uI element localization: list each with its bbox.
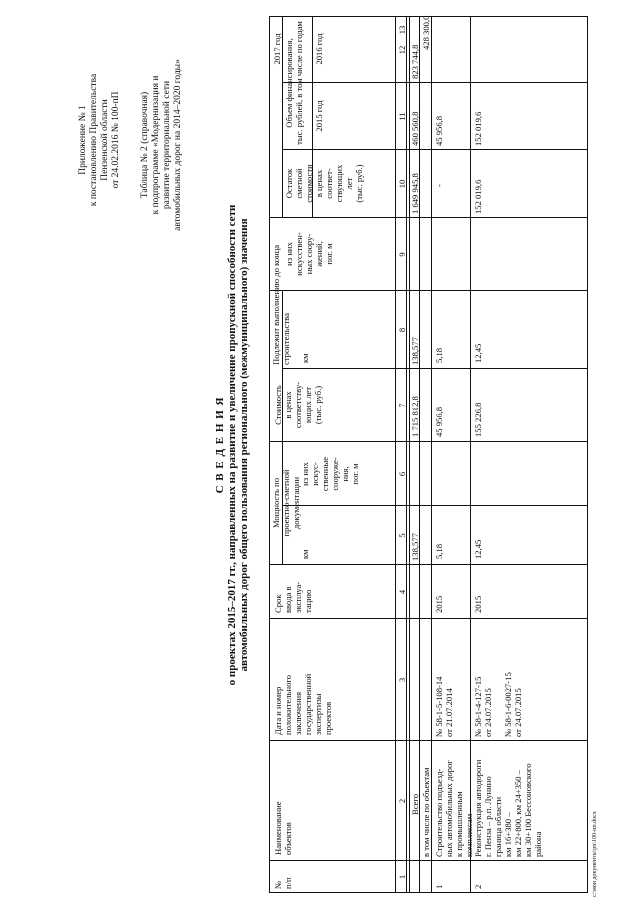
cell-finance-2015: 45 956,8 [434,115,444,146]
cell-total-name: Всего [410,793,420,815]
cell-power-km: 12,45 [473,539,483,559]
cell-commissioning-term: 2015 [434,595,444,613]
cell-total-2015: 460 560,8 [410,111,420,146]
cell-total-2016: 823 744,8 [410,44,420,79]
header-power-group: Мощность по проектно-сметной документации [271,469,301,537]
column-number: 4 [397,589,407,595]
header-power-km: км [300,549,310,559]
cell-remaining-cost: - [434,184,444,187]
header-commissioning-term: Срок ввода в эксплуа- тацию [273,581,313,613]
table-subheader: в том числе по объектам [421,767,431,857]
column-number: 1 [397,874,407,880]
column-number: 7 [397,403,407,408]
table-reference-line: к подпрограмме «Модернизация и [151,75,161,215]
cell-cost: 45 956,8 [434,406,444,437]
header-remaining-km: км [300,353,310,363]
title-line: автомобильных дорог общего пользования регионального (межмуниципального) значения [238,218,250,672]
title-heading: С В Е Д Е Н И Я [214,396,226,494]
column-number: 12 [397,45,407,55]
table-reference-line: развитие территориальной сети [162,80,172,210]
cell-remaining-cost: 152 019,6 [473,179,483,214]
header-expert-conclusion: Дата и номер положительного заключения государственной экспертизы проектов [273,673,333,735]
column-number: 9 [397,252,407,257]
cell-total-2017: 428 300,0 [421,15,431,50]
table-reference-line: Таблица № 2 (справочная) [140,91,150,199]
header-cost: Стоимость в ценах соответству- ющих лет (тыс. руб.) [273,381,323,429]
header-remaining-group: Подлежит выполнению до конца строительства [271,244,291,365]
table-reference-line: автомобильных дорог на 2014–2020 годы» [173,59,183,231]
column-number: 6 [397,471,407,477]
cell-expert-conclusion: № 58-1-5-108-14 от 21.07.2014 [434,676,454,737]
header-num: № п/п [273,877,293,889]
header-year-2015: 2015 год [314,100,324,132]
cell-total-remaining-cost: 1 649 945,8 [410,173,420,214]
header-object-name: Наименование объектов [273,801,293,855]
cell-power-km: 5,18 [434,543,444,559]
cell-remaining-km: 12,45 [473,343,483,363]
appendix-line: Пензенской области [100,99,110,181]
header-year-2016: 2016 год [314,33,324,65]
header-finance-group: Объем финансирования, тыс. рублей, в том числе по годам [284,21,304,145]
column-number: 11 [397,112,407,121]
cell-object-name: Реконструкция автодороги г. Пенза – р.п. Лунино граница области км 16+380 – км 22+800, км 24+350 – км 30+100 Бессоновского района [473,759,543,857]
column-number: 3 [397,677,407,683]
header-year-2017: 2017 год [272,33,282,65]
cell-remaining-km: 5,18 [434,347,444,363]
appendix-line: к постановлению Правительства [89,73,99,207]
appendix-block [78,25,122,255]
column-number: 10 [397,179,407,189]
appendix-line: Приложение № 1 [78,105,88,175]
document-title [214,25,250,865]
cell-total-remaining-km: 138,577 [410,337,420,365]
table-reference-block [140,0,184,295]
cell-commissioning-term: 2015 [473,595,483,613]
column-number: 13 [397,25,407,35]
header-power-structures: из них искус- ственные сооруже- ния, пог. м [300,456,360,492]
header-remaining-cost: Остаток сметной стоимости в ценах соответ- ствующих лет (тыс. руб.) [284,164,364,203]
cell-expert-conclusion: № 58-1-4-127-15 от 24.07.2015 № 58-1-6-0027-15 от 24.07.2015 [473,672,523,737]
column-number: 5 [397,533,407,538]
appendix-line: от 24.02.2016 № 100-пП [111,91,121,189]
column-number: 8 [397,327,407,333]
cell-object-name: Строительство подъезд- ных автомобильных дорог к промышленным комплексам [434,760,474,857]
cell-row-number: 2 [473,884,483,889]
cell-cost: 155 226,8 [473,402,483,437]
header-remaining-structures: из них искусствен- ных соору- жений, пог. м [284,232,334,276]
cell-total-power-km: 138,577 [410,533,420,561]
footer-file-path: c:\мои документы\рп\100-пп.docx [592,811,598,897]
title-line: о проектах 2015–2017 гг., направленных на развитие и увеличение пропускной способности сети [226,204,238,686]
column-number: 2 [397,798,407,804]
cell-total-cost: 1 715 812,8 [410,396,420,437]
cell-finance-2015: 152 019,6 [473,111,483,146]
cell-row-number: 1 [434,884,444,889]
